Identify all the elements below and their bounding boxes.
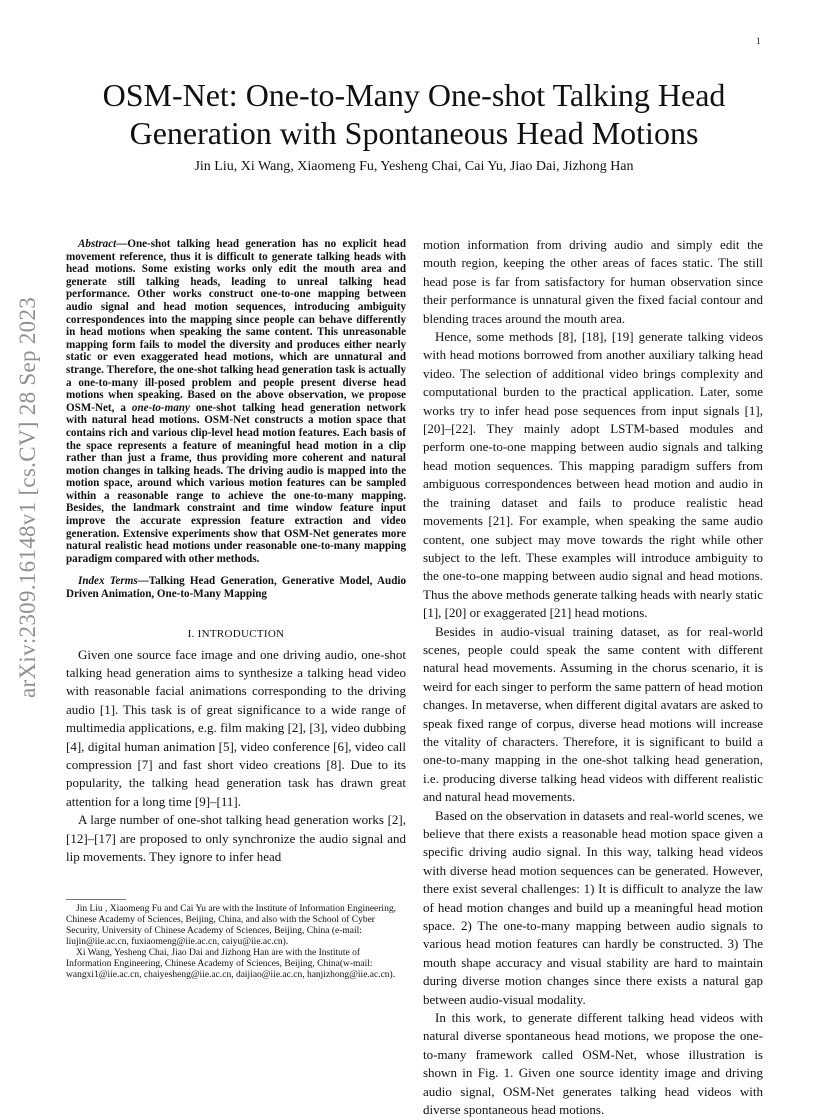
body-paragraph: In this work, to generate different talking head videos with natural diverse spontaneous head motions, we propose the one-to-many framework called OSM-Net, whose illustration is shown in Fig. 1. Given one source identity image and driving audio signal, OSM-Net generates talking head videos with diverse spontaneous head motions. [423,1010,763,1118]
footnotes [66,904,406,981]
abstract-text-b: one-shot talking head generation network with natural head motions. OSM-Net constructs a motion space that contains rich and various clip-level head motion features. Each basis of the space represents a feature of meaningful head motion in a clip rather than just a frame, thus providing more coherent and natural motion changes in talking heads. The driving audio is mapped into the motion space, around which various motion features can be sampled within a reasonable range to achieve the one-to-many mapping. Besides, the landmark constraint and time window feature input improve the accurate expression feature extraction and video generation. Extensive experiments show that OSM-Net generates more natural realistic head motions under reasonable one-to-many mapping paradigm compared with other methods. [66,401,406,565]
right-column [423,236,763,1120]
index-terms-text: —Talking Head Generation, Generative Model, Audio Driven Animation, One-to-Many Mapping [66,575,406,601]
index-terms-lead: Index Terms [78,575,138,588]
abstract-lead: Abstract [78,238,117,250]
body-paragraph: Hence, some methods [8], [18], [19] generate talking videos with head motions borrowed from another auxiliary talking head video. The selection of additional video brings complexity and computational burden to the practical application. Later, some works try to infer head pose sequences from input signals [1], [20]–[22]. They mainly adopt LSTM-based modules and perform one-to-one mapping between audio signals and talking head motion sequences. This mapping paradigm suffers from ambiguous correspondences between head motion and audio in the training dataset and fails to produce realistic head movements [21]. For example, when speaking the same audio content, one subject may move towards the right while other subject to the left. These examples will introduce ambiguity to the one-to-one mapping between audio signal and head motions. Thus the above methods generate talking heads with nearly static [1], [20] or exaggerated [21] head motions. [423,329,763,621]
footnote: Jin Liu , Xiaomeng Fu and Cai Yu are with the Institute of Information Engineering, Chinese Academy of Sciences, Beijing, China, and also with the School of Cyber Security, University of Chinese Academy of Sciences, Beijing, China (e-mail: liujin@iie.ac.cn, fuxiaomeng@iie.ac.cn, caiyu@iie.ac.cn). [66,904,396,947]
body-paragraph: motion information from driving audio and simply edit the mouth region, keeping the other areas of faces static. The still head pose is far from satisfactory for human observation since their performance is unnatural given the fixed facial contour and blending traces around the mouth area. [423,237,763,326]
body-paragraph: Based on the observation in datasets and real-world scenes, we believe that there exists a reasonable head motion space given a specific driving audio signal. In this way, talking head videos with diverse head motion sequences can be generated. However, there exist several challenges: 1) It is difficult to analyze the law of head motion changes and build up a meaningful head motion space. 2) The one-to-many mapping between audio signals to various head motion features can hardly be constructed. 3) The mouth shape accuracy and visual stability are hard to maintain during diverse motion changes since there exists a natural gap between audio-visual modality. [423,807,763,1007]
intro-paragraph: A large number of one-shot talking head generation works [2], [12]–[17] are proposed to only synchronize the audio signal and lip movements. They ignore to infer head [66,812,406,865]
page-number: 1 [756,36,761,46]
section-heading-introduction: I. INTRODUCTION [187,627,285,640]
paper-title: OSM-Net: One-to-Many One-shot Talking Head Generation with Spontaneous Head Motions [102,77,726,151]
abstract-emphasis: one-to-many [131,401,190,414]
abstract-text-a: —One-shot talking head generation has no explicit head movement reference, thus it is difficult to generate talking heads with head motions. Some existing works only edit the mouth area and generate still talking heads, leading to unreal talking head performance. Other works construct one-to-one mapping between audio signal and head motion sequences, introducing ambiguity correspondences into the mapping since people can behave differently in head motions when speaking the same content. This unreasonable mapping form fails to model the diversity and produces either nearly static or even exaggerated head motions, which are unnatural and strange. Therefore, the one-shot talking head generation task is actually a one-to-many ill-posed problem and people present diverse head motions when speaking. Based on the above observation, we propose OSM-Net, a [66,238,406,414]
left-column [66,238,406,867]
arxiv-identifier-stamp[interactable]: arXiv:2309.16148v1 [cs.CV] 28 Sep 2023 [15,296,40,698]
index-terms [66,575,406,600]
intro-paragraph: Given one source face image and one driving audio, one-shot talking head generation aims to synthesize a talking head video with reasonable facial animations corresponding to the driving audio [1]. This task is of great significance to a wide range of multimedia applications, e.g. film making [2], [3], video dubbing [4], digital human animation [5], video conference [6], video call compression [7] and fast short video creations [8]. Due to its popularity, the talking head generation task has drawn great attention for a long time [9]–[11]. [66,646,406,809]
author-list: Jin Liu, Xi Wang, Xiaomeng Fu, Yesheng Chai, Cai Yu, Jiao Dai, Jizhong Han [194,159,634,174]
abstract [66,238,406,565]
body-paragraph: Besides in audio-visual training dataset, as for real-world scenes, people could speak the same content with different natural head movements. Assuming in the chorus scenario, it is weird for each singer to perform the same pattern of head motion changes. In metaverse, when different digital avatars are asked to speak fixed range of corpus, diverse head motions will increase the vitality of characters. Therefore, it is significant to build a one-to-many mapping in the one-shot talking head generation, i.e. producing diverse talking head videos with different realistic and natural head movements. [423,623,763,805]
footnote-rule [66,899,126,900]
footnote: Xi Wang, Yesheng Chai, Jiao Dai and Jizhong Han are with the Institute of Information Engineering, Chinese Academy of Sciences, Beijing, China(w-mail: wangxi1@iie.ac.cn, chaiyesheng@iie.ac.cn, daijiao@iie.ac.cn, hanjizhong@iie.ac.cn). [66,948,396,980]
